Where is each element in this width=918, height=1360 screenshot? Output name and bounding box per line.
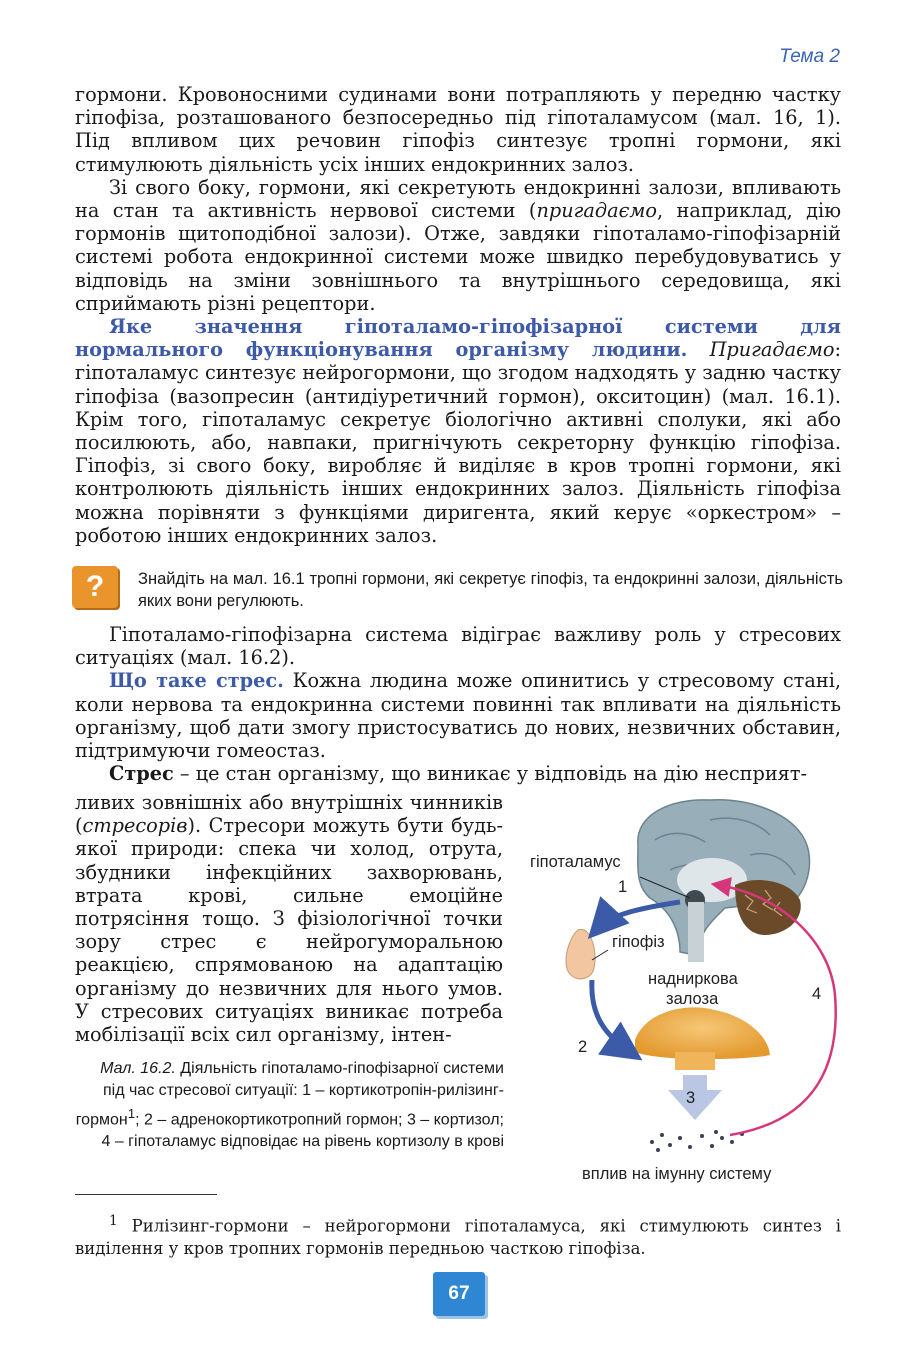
figure-caption: Мал. 16.2. Діяльність гіпоталамо-гіпофізарної системи під час стресової ситуації: 1 – кортикотропін-рилізинг-гормон$^1$; 2 – адренокортикотропний гормон; 3 – кортизол; 4 – гіпоталамус відповідає на рівень кортизолу в крові <box>75 1060 504 1151</box>
adrenal-gland-image <box>635 1007 770 1070</box>
section-heading-stress: Що таке стрес. <box>109 669 284 693</box>
question-text: Знайдіть на мал. 16.1 тропні гормони, які секретує гіпофіз, та ендокринні залози, діяльність яких вони регулюють. <box>138 570 843 610</box>
arrow-2-icon <box>592 980 630 1052</box>
page-number-badge <box>433 1272 485 1316</box>
label-number-2: 2 <box>578 1038 588 1056</box>
section-heading-hypothalamic-system: Яке значення гіпоталамо-гіпофізарної системи для нормального функціонування організму людини. <box>75 315 841 362</box>
paragraph-1: гормони. Кровоносними судинами вони потрапляють у передню частку гіпофіза, розташованого безпосередньо під гіпоталамусом (мал. 16, 1). Під впливом цих речовин гіпофіз синтезує тропні гормони, які стимулюють діяльність усіх інших ендокринних залоз. <box>75 83 841 176</box>
pituitary-image <box>566 929 595 978</box>
label-adrenal-2: залоза <box>666 990 719 1008</box>
label-pituitary: гіпофіз <box>612 933 665 951</box>
paragraph-6-column: ливих зовнішніх або внутрішніх чинників (стресорів). Стресори можуть бути будь-якої природи: спека чи холод, отрута, збудники інфекційних захворювань, втрата крові, сильне емоційне потрясіння тощо. З фізіологічної точки зору стрес є нейрогуморальною реакцією, спрямованою на адаптацію організму до незвичних для нього умов. У стресових ситуаціях виникає потреба мобілізації всіх сил організму, інтен- <box>75 791 503 1047</box>
label-hypothalamus: гіпоталамус <box>530 853 621 871</box>
main-text-2 <box>75 623 841 785</box>
footnote-divider <box>75 1194 217 1195</box>
stress-diagram <box>520 790 850 1190</box>
label-number-3: 3 <box>686 1089 696 1107</box>
main-text <box>75 83 841 547</box>
paragraph-6-first-line: Стрес – це стан організму, що виникає у відповідь на дію несприят- <box>109 762 808 786</box>
immune-dots <box>650 1130 744 1152</box>
paragraph-2: Зі свого боку, гормони, які секретують ендокринні залози, впливають на стан та активність нервової системи (пригадаємо, наприклад, дію гормонів щитоподібної залози). Отже, завдяки гіпоталамо-гіпофізарній системі робота ендокринної системи може швидко перебудовуватись у відповідь на зміни зовнішнього та внутрішнього середовища, які сприймають різні рецептори. <box>75 175 841 315</box>
topic-header: Тема 2 <box>779 46 840 67</box>
label-immune-system: вплив на імунну систему <box>582 1165 772 1183</box>
label-number-1: 1 <box>618 878 628 896</box>
label-adrenal-1: надниркова <box>648 970 738 988</box>
footnote: $^1$ Рилізинг-гормони – нейрогормони гіпоталамуса, які стимулюють синтез і виділення у кров тропних гормонів передньою часткою гіпофіза. <box>75 1213 841 1258</box>
question-icon: ? <box>72 566 118 608</box>
paragraph-3: Яке значення гіпоталамо-гіпофізарної системи для нормального функціонування організму людини. Пригадаємо: гіпоталамус синтезує нейрогормони, що згодом надходять у задню частку гіпофіза (вазопресин (антидіуретичний гормон), окситоцин) (мал. 16.1). Крім того, гіпоталамус секретує біологічно активні сполуки, які або посилюють, або, навпаки, пригнічують секреторну функцію гіпофіза. Гіпофіз, зі свого боку, виробляє й виділяє в кров тропні гормони, які контролюють діяльність інших ендокринних залоз. Діяльність гіпофіза можна порівняти з функціями диригента, який керує «оркестром» – роботою інших ендокринних залоз. <box>75 315 841 547</box>
paragraph-5: Що таке стрес. Кожна людина може опинитись у стресовому стані, коли нервова та ендокринна системи повинні так впливати на діяльність організму, щоб дати змогу пристосуватись до нових, незвичних обставин, підтримуючи гомеостаз. <box>75 669 841 763</box>
page-number: 67 <box>448 1283 470 1304</box>
paragraph-4: Гіпоталамо-гіпофізарна система відіграє важливу роль у стресових ситуаціях (мал. 16.2). <box>75 623 841 670</box>
label-number-4: 4 <box>812 985 822 1003</box>
